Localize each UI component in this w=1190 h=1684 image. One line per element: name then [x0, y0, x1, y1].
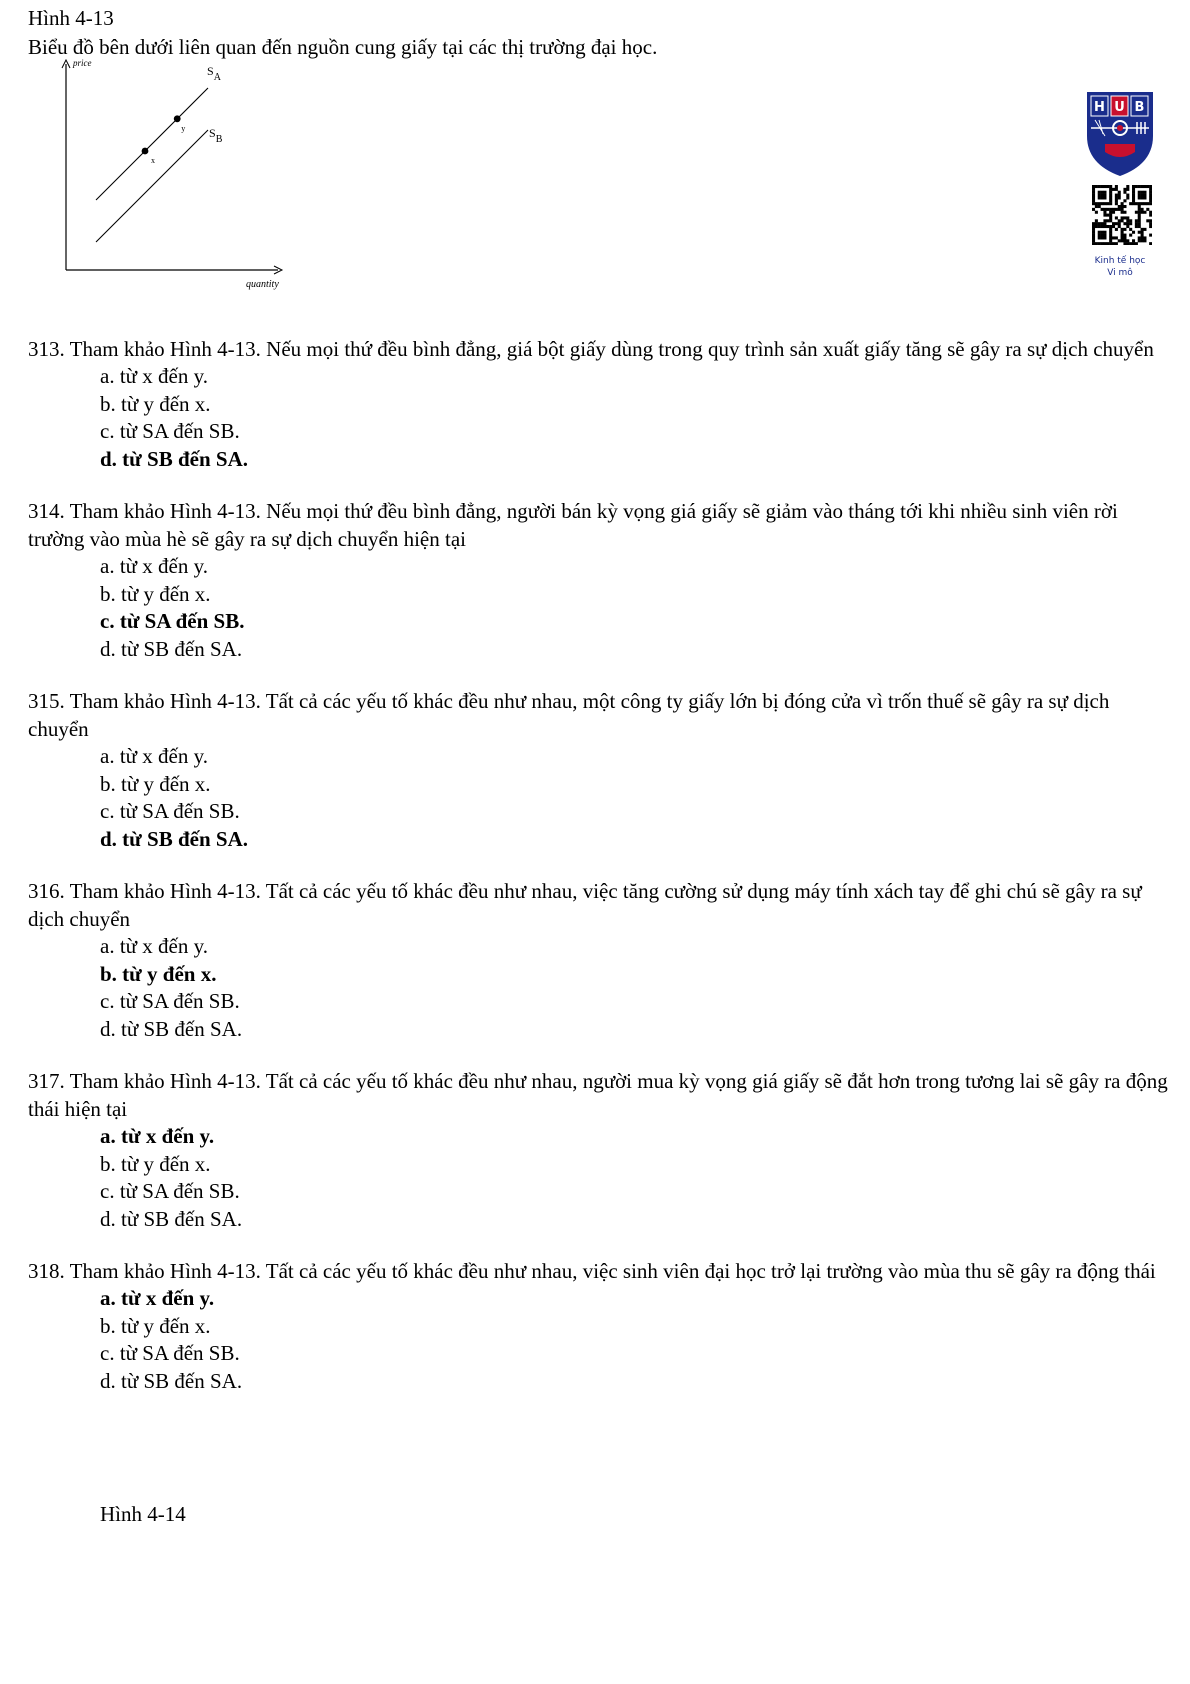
answer-option: d. từ SB đến SA. [100, 1368, 243, 1393]
question-text: 314. Tham khảo Hình 4-13. Nếu mọi thứ đều bình đẳng, người bán kỳ vọng giá giấy sẽ giảm vào tháng tới khi nhiều sinh viên rời trường vào mùa hè sẽ gây ra sự dịch chuyển hiện tại [28, 499, 1118, 551]
answer-option: c. từ SA đến SB. [100, 799, 240, 823]
answer-options [28, 363, 1168, 473]
answer-option-correct: c. từ SA đến SB. [100, 609, 245, 633]
question-block [28, 1067, 1168, 1233]
question-block [28, 877, 1168, 1043]
answer-options [28, 743, 1168, 853]
answer-option: c. từ SA đến SB. [100, 419, 240, 443]
answer-option: c. từ SA đến SB. [100, 989, 240, 1013]
question-text: 315. Tham khảo Hình 4-13. Tất cả các yếu tố khác đều như nhau, một công ty giấy lớn bị đóng cửa vì trốn thuế sẽ gây ra sự dịch chuyển [28, 689, 1110, 741]
answer-option-correct: b. từ y đến x. [100, 961, 217, 986]
supply-chart [60, 58, 310, 298]
answer-options [28, 553, 1168, 663]
series-label-sb-sub: B [215, 134, 223, 145]
answer-option: c. từ SA đến SB. [100, 1179, 240, 1203]
series-label-sb [209, 126, 223, 145]
axes [62, 60, 282, 274]
answer-option: a. từ x đến y. [100, 364, 208, 388]
logo-letter-b: B [1134, 100, 1145, 115]
logo-emblem-core [1117, 125, 1123, 131]
answer-option: d. từ SB đến SA. [100, 1016, 243, 1041]
answer-option: b. từ y đến x. [100, 1151, 211, 1176]
point-x [142, 148, 149, 155]
answer-option: d. từ SB đến SA. [100, 1206, 243, 1231]
series-label-sa-sub: A [213, 72, 221, 83]
question-text: 313. Tham khảo Hình 4-13. Nếu mọi thứ đều bình đẳng, giá bột giấy dùng trong quy trình sản xuất giấy tăng sẽ gây ra sự dịch chuyển [28, 337, 1154, 361]
answer-option: a. từ x đến y. [100, 554, 208, 578]
answer-option-correct: d. từ SB đến SA. [100, 826, 248, 851]
question-block [28, 497, 1168, 663]
chart-marks [96, 88, 208, 242]
x-axis-label: quantity [246, 279, 279, 290]
question-text: 316. Tham khảo Hình 4-13. Tất cả các yếu tố khác đều như nhau, việc tăng cường sử dụng máy tính xách tay để ghi chú sẽ gây ra sự dịch chuyển [28, 879, 1142, 931]
figure-title: Hình 4-13 [28, 6, 114, 30]
answer-option-correct: a. từ x đến y. [100, 1124, 215, 1148]
hub-logo [1085, 90, 1155, 178]
logo-letter-u: U [1114, 100, 1125, 115]
answer-option: b. từ y đến x. [100, 771, 211, 796]
answer-option-correct: a. từ x đến y. [100, 1286, 215, 1310]
question-block [28, 335, 1168, 473]
answer-option: a. từ x đến y. [100, 934, 208, 958]
figure-description: Biểu đồ bên dưới liên quan đến nguồn cung giấy tại các thị trường đại học. [28, 35, 658, 59]
answer-option: b. từ y đến x. [100, 391, 211, 416]
qr-code-icon [1092, 185, 1152, 245]
answer-options [28, 1285, 1168, 1395]
series-label-sb-main: S [209, 126, 216, 140]
question-text: 317. Tham khảo Hình 4-13. Tất cả các yếu tố khác đều như nhau, người mua kỳ vọng giá giấy sẽ đắt hơn trong tương lai sẽ gây ra động thái hiện tại [28, 1069, 1168, 1121]
question-block [28, 687, 1168, 853]
question-block [28, 1257, 1168, 1395]
answer-option: a. từ x đến y. [100, 744, 208, 768]
point-y [174, 115, 181, 122]
point-label-x: x [151, 156, 155, 165]
point-label-y: y [181, 123, 186, 133]
answer-option: d. từ SB đến SA. [100, 636, 243, 661]
logo-caption-line-1: Kinh tế học [1094, 256, 1146, 266]
question-list [28, 335, 1168, 1419]
answer-options [28, 1123, 1168, 1233]
logo-caption-line-2: Vi mô [1107, 268, 1133, 278]
answer-option: b. từ y đến x. [100, 1313, 211, 1338]
next-figure-title: Hình 4-14 [100, 1502, 186, 1526]
answer-option-correct: d. từ SB đến SA. [100, 446, 248, 471]
answer-option: b. từ y đến x. [100, 581, 211, 606]
answer-option: c. từ SA đến SB. [100, 1341, 240, 1365]
series-label-sa [207, 64, 222, 83]
logo-caption [1078, 255, 1162, 279]
answer-options [28, 933, 1168, 1043]
logo-letter-h: H [1094, 100, 1105, 115]
series-label-sa-main: S [207, 64, 214, 78]
supply-curve-sa [96, 88, 208, 200]
supply-curve-sb [96, 130, 208, 242]
question-text: 318. Tham khảo Hình 4-13. Tất cả các yếu tố khác đều như nhau, việc sinh viên đại học trở lại trường vào mùa thu sẽ gây ra động thái [28, 1259, 1156, 1283]
y-axis-label: price [73, 58, 92, 68]
